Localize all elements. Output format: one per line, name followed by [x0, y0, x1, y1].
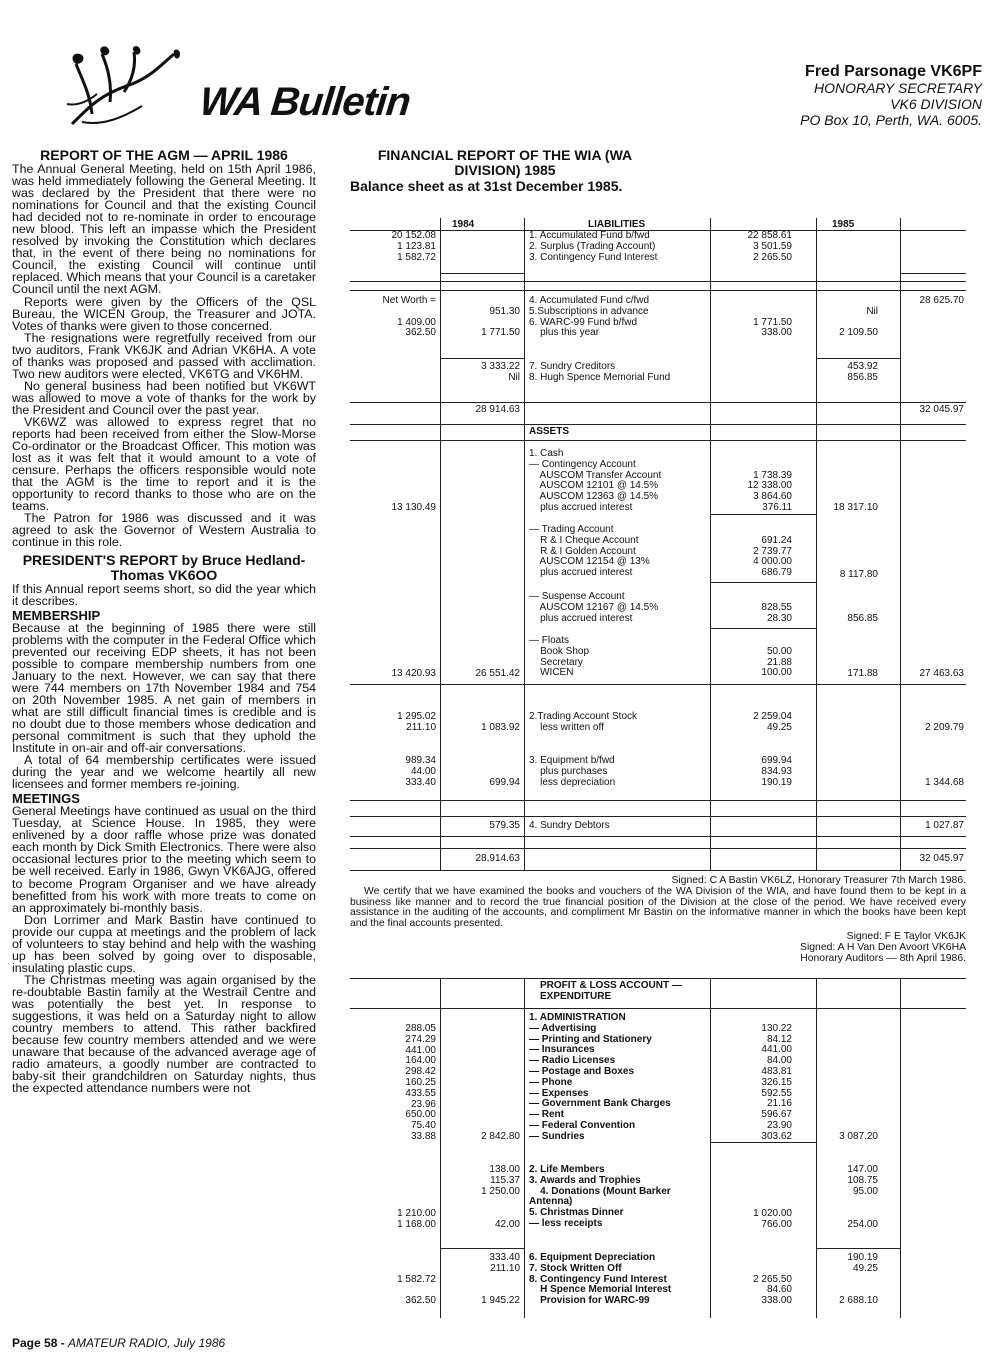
presidents-report-heading: PRESIDENT'S REPORT by Bruce Hedland-Thomas VK6OO: [22, 551, 306, 583]
cell: 1. Cash — Contingency Account AUSCOM Transfer Account AUSCOM 12101 @ 14.5% AUSCOM 12363 @ 14.5% plus accrued interest: [529, 448, 662, 513]
pl-heading: PROFIT & LOSS ACCOUNT — EXPENDITURE: [540, 980, 682, 1002]
cell: 699.94 834.93 190.19: [761, 755, 792, 788]
table-column-line: [900, 978, 901, 1318]
col-header-1985: 1985: [832, 219, 855, 230]
cell: 42.00: [494, 1219, 520, 1230]
cell: 1. ADMINISTRATION — Advertising — Printing and Stationery — Insurances — Radio Licenses — Postage and Boxes — Phone — Expenses — Government Bank Charges — Rent — Federal Convention — Sundries: [529, 1012, 671, 1142]
left-column-text: [12, 148, 316, 1094]
table-rule: [350, 848, 966, 849]
wa-logo-emblem: [62, 44, 182, 134]
cell: Net Worth = 1 409.00 362.50: [382, 295, 436, 339]
secretary-name: Fred Parsonage VK6PF: [805, 63, 982, 80]
col-header-1984: 1984: [452, 219, 475, 230]
page-footer: [12, 1336, 225, 1350]
table-subtotal-rule: [816, 1248, 900, 1249]
cell: 28 914.63: [475, 404, 520, 415]
cell: 22 858.61 3 501.59 2 265.50: [747, 230, 792, 263]
cell: 20 152.08 1 123.81 1 582.72: [391, 230, 436, 263]
meetings-paragraph: Don Lorrimer and Mark Bastin have continued to provide our cuppa at meetings and the problem of lack of volunteers to stay behind and help with the washing up has been solved by going over to disposable, insulating plastic cups.: [12, 912, 316, 975]
audit-statement: We certify that we have examined the books and vouchers of the WA Division of the WIA, and have found them to be kept in a business like manner and to record the true financial position of the Division at the close of the period. We have received every assistance in the auditing of the accounts, and compliment Mr Bastin on the informative manner in which the books have been kept and the final accounts presented.: [350, 885, 966, 930]
balance-sheet-subtitle: Balance sheet as at 31st December 1985.: [350, 178, 623, 194]
table-column-line: [524, 978, 525, 1318]
cell: 1 771.50 338.00: [753, 316, 792, 339]
cell: 2 265.50 84.60 338.00: [753, 1273, 792, 1307]
cell: 190.19 49.25 2 688.10: [839, 1252, 878, 1307]
agm-paragraph: The Patron for 1986 was discussed and it was agreed to ask the Governor of Western Australia to continue in this role.: [12, 511, 316, 550]
cell: 254.00: [847, 1219, 878, 1230]
cell: 2.Trading Account Stock less written off: [529, 711, 638, 733]
table-rule: [350, 290, 966, 291]
cell: 27 463.63: [919, 668, 964, 679]
cell: — Trading Account R & I Cheque Account R & I Golden Account AUSCOM 12154 @ 13% plus accrued interest: [529, 524, 650, 579]
meetings-heading: MEETINGS: [12, 791, 80, 807]
cell: 28,914.63: [475, 853, 520, 864]
cell: 3. Equipment b/fwd plus purchases less depreciation: [529, 755, 616, 788]
cell: — Suspense Account AUSCOM 12167 @ 14.5% plus accrued interest: [529, 591, 659, 624]
table-subtotal-rule: [816, 358, 900, 359]
secretary-contact: [800, 64, 982, 128]
table-subtotal-rule: [710, 582, 816, 583]
cell: 3 333.22 Nil: [481, 361, 520, 383]
cell: 579.35: [489, 820, 520, 831]
cell: 171.88: [847, 668, 878, 679]
table-rule: [350, 281, 966, 282]
table-rule: [350, 836, 966, 837]
membership-heading: MEMBERSHIP: [12, 607, 101, 623]
audit-certification: [350, 876, 966, 964]
cell: 951.30 1 771.50: [481, 305, 520, 339]
presidents-paragraph: If this Annual report seems short, so did the year which it describes.: [12, 581, 316, 608]
agm-paragraph: VK6WZ was allowed to express regret that no reports had been received from either the Slow-Morse Co-ordinator or the Broadcast Officer. This motion was lost as it was felt that it would amount to a vote of censure. Perhaps the officers responsible would note that the AGM is the time to report and it is the opportunity to record thanks to those who are on the teams.: [12, 414, 316, 514]
membership-paragraph: A total of 64 membership certificates were issued during the year and we welcome heartily all new licensees and former members re-joining.: [12, 753, 316, 792]
table-column-line: [900, 218, 901, 870]
table-subtotal-rule: [710, 628, 816, 629]
table-rule: [350, 870, 966, 871]
membership-paragraph: Because at the beginning of 1985 there were still problems with the computer in the Federal Office which prevented our receiving EDP sheets, it has not been possible to compare membership numbers from one January to the next. However, we can say that there were 744 members on 17th November 1984 and 754 on 20th November 1985. A net gain of members in what are still difficult financial times is credible and is no doubt due to those members whose dedication and personal commitment is such that they uphold the Institute in on-air and off-air conversations.: [12, 620, 316, 756]
cell: 1 083.92: [481, 722, 520, 733]
cell: 1 027.87: [925, 820, 964, 831]
table-rule: [350, 402, 966, 403]
cell: 28 625.70: [919, 295, 964, 306]
agm-paragraph: No general business had been notified but VK6WT was allowed to move a vote of thanks for the work by the President and Council over the past year.: [12, 378, 316, 417]
cell: 3 087.20: [839, 1131, 878, 1142]
cell: 1 295.02 211.10: [397, 711, 436, 733]
financial-report-title: FINANCIAL REPORT OF THE WIA (WA DIVISION) 1985: [377, 147, 633, 178]
cell: 138.00 115.37 1 250.00: [481, 1164, 520, 1197]
table-subtotal-rule: [440, 1248, 524, 1249]
table-rule: [350, 978, 966, 979]
cell: 288.05 274.29 441.00 164.00 298.42 160.25 433.55 23.96 650.00 75.40 33.88: [405, 1023, 436, 1142]
table-rule: [350, 800, 966, 801]
cell: 333.40 211.10 1 945.22: [481, 1252, 520, 1307]
col-header-liabilities: LIABILITIES: [588, 219, 646, 230]
auditor-signature: Signed: F E Taylor VK6JK: [846, 930, 966, 942]
cell: 13 420.93: [391, 668, 436, 679]
cell: 32 045.97: [919, 853, 964, 864]
cell: 7. Sundry Creditors 8. Hugh Spence Memorial Fund: [529, 361, 671, 383]
table-rule: [350, 440, 966, 441]
table-subtotal-rule: [900, 273, 966, 274]
assets-heading: ASSETS: [529, 426, 570, 437]
cell: 1 020.00 766.00: [753, 1208, 792, 1230]
masthead-title: WA Bulletin: [197, 80, 413, 124]
cell: 4. Sundry Debtors: [529, 820, 610, 831]
table-rule: [350, 424, 966, 425]
auditor-signature: Honorary Auditors — 8th April 1986.: [800, 952, 966, 964]
cell: 453.92 856.85: [847, 361, 878, 383]
cell: 18 317.10: [833, 502, 878, 513]
cell: 26 551.42: [475, 668, 520, 679]
cell: 699.94: [489, 777, 520, 788]
cell: 691.24 2 739.77 4 000.00 686.79: [753, 534, 792, 579]
treasurer-signature: Signed: C A Bastin VK6LZ, Honorary Treasurer 7th March 1986.: [671, 875, 966, 886]
cell: Nil 2 109.50: [839, 305, 878, 339]
agm-paragraph: The resignations were regretfully received from our two auditors, Frank VK6JK and Adrian VK6HA. A vote of thanks was proposed and passed with acclimation. Two new auditors were elected, VK6TG and VK6HM.: [12, 330, 316, 381]
cell: 13 130.49: [391, 502, 436, 513]
cell: 1 210.00 1 168.00: [397, 1208, 436, 1230]
cell: — Floats Book Shop Secretary WICEN: [529, 635, 590, 679]
cell: 2 259.04 49.25: [753, 711, 792, 733]
cell: 1 582.72 362.50: [397, 1273, 436, 1307]
page-number: Page 58 -: [12, 1336, 65, 1350]
cell: 2 842.80: [481, 1131, 520, 1142]
cell: 1 344.68: [925, 777, 964, 788]
meetings-paragraph: The Christmas meeting was again organised by the re-doubtable Bastin family at the Westrail Centre and was potentially the best yet. In response to suggestions, it was held on a Saturday night to allow country members to attend. This rather backfired because few country members attended and we were unaware that because of the advanced average age of radio amateurs, a goodly number are contracted to baby-sit their grandchildren on Saturday nights, thus the expected attendance numbers were not: [12, 972, 316, 1096]
cell: 989.34 44.00 333.40: [405, 755, 436, 788]
cell: 8 117.80: [839, 569, 878, 580]
meetings-paragraph: General Meetings have continued as usual on the third Tuesday, at Science House. In 1985, they were enlivened by a door raffle whose prize was donated each month by Dick Smith Electronics. There were also occasional lectures prior to the meeting which seem to be well received. Early in 1986, Gwyn VK6AJG, offered to become Program Organiser and we have already benefitted from his work with more treats to come on an approximately bi-monthly basis.: [12, 804, 316, 915]
table-rule: [350, 816, 966, 817]
table-subtotal-rule: [440, 358, 524, 359]
table-rule: [350, 1008, 966, 1009]
cell: 856.85: [847, 613, 878, 624]
cell: 2 209.79: [925, 722, 964, 733]
secretary-address: PO Box 10, Perth, WA. 6005.: [800, 112, 982, 128]
agm-heading: REPORT OF THE AGM — APRIL 1986: [40, 147, 288, 163]
cell: 1 738.39 12 338.00 3 864.60 376.11: [747, 469, 792, 513]
table-column-line: [524, 218, 525, 870]
cell: 4. Accumulated Fund c/fwd 5.Subscriptions in advance 6. WARC-99 Fund b/fwd plus this year: [529, 295, 650, 339]
table-subtotal-rule: [440, 273, 524, 274]
agm-paragraph: The Annual General Meeting, held on 15th April 1986, was held immediately following the General Meeting. It was declared by the President that there were no nominations for Council and that the existing Council had decided not to re-nominate in order to encourage new blood. This left an impasse which the President resolved by invoking the Constitution which declares that, in the event of there being no nominations for Council, the existing Council will continue until replaced. Which means that your Council is a caretaker Council until the next AGM.: [12, 162, 316, 297]
cell: 32 045.97: [919, 404, 964, 415]
auditor-signature: Signed: A H Van Den Avoort VK6HA: [800, 941, 966, 953]
cell: 130.22 84.12 441.00 84.00 483.81 326.15 592.55 21.16 596.67 23.90 303.62: [761, 1022, 792, 1142]
cell: 50.00 21.88 100.00: [761, 645, 792, 679]
cell: 1. Accumulated Fund b/fwd 2. Surplus (Trading Account) 3. Contingency Fund Interest: [529, 230, 658, 263]
cell: 147.00 108.75 95.00: [847, 1164, 878, 1197]
secretary-role: HONORARY SECRETARY: [813, 80, 982, 96]
cell: 6. Equipment Depreciation 7. Stock Written Off 8. Contingency Fund Interest H Spence Memorial Interest Provision for WARC-99: [529, 1252, 672, 1307]
table-rule: [350, 684, 966, 685]
cell: 2. Life Members 3. Awards and Trophies 4. Donations (Mount Barker Antenna) 5. Christmas Dinner — less receipts: [529, 1164, 671, 1229]
table-rule: [350, 230, 966, 231]
agm-paragraph: Reports were given by the Officers of the QSL Bureau, the WICEN Group, the Treasurer and JOTA. Votes of thanks were given to those concerned.: [12, 294, 316, 333]
table-subtotal-rule: [710, 514, 816, 515]
secretary-division: VK6 DIVISION: [890, 96, 982, 112]
cell: 828.55 28.30: [761, 601, 792, 624]
publication-name: AMATEUR RADIO, July 1986: [68, 1336, 226, 1350]
